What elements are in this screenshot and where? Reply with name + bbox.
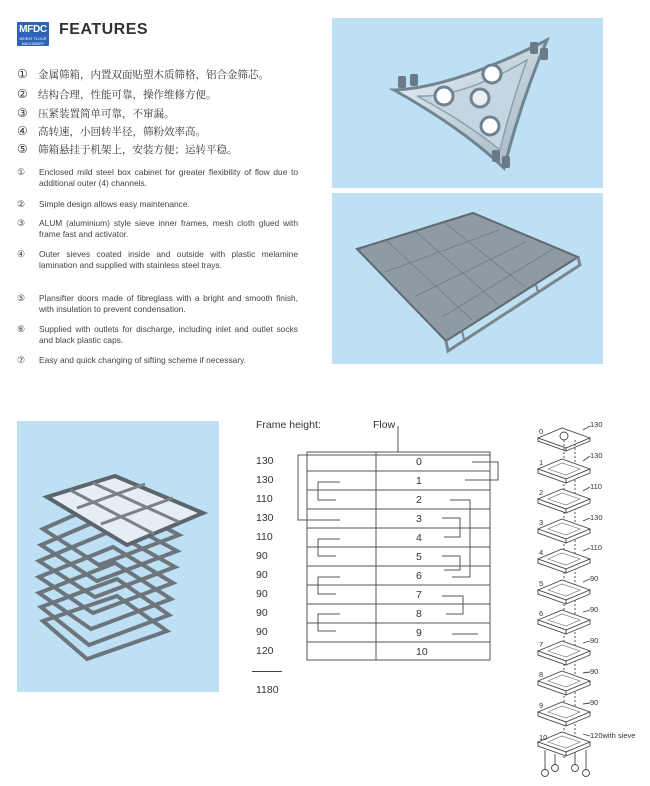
logo-sub-text: WHEAT FLOUR MACHINERY <box>19 37 47 46</box>
en-feature-6 <box>17 324 298 347</box>
frame-height-value: 120 <box>256 645 274 657</box>
cn-feature-text: 高转速，小回转半径，筛粉效率高。 <box>38 126 206 138</box>
en-feature-7 <box>17 355 298 366</box>
cn-feature-number: ⑤ <box>17 142 28 156</box>
photo-stacked-frames <box>17 421 219 692</box>
en-feature-text: Plansifter doors made of fibreglass with a bright and smooth finish, with insulation to prevent condensation. <box>39 293 298 315</box>
en-feature-5 <box>17 293 298 316</box>
stack-frame-height: 120with sieve <box>590 731 636 740</box>
stack-frame-number: 2 <box>539 488 544 497</box>
photo-triangle-cleaner <box>332 18 603 188</box>
en-feature-number: ④ <box>17 249 26 259</box>
cn-feature-number: ③ <box>17 106 28 120</box>
stack-frame-number: 1 <box>539 458 544 467</box>
stack-frame-number: 5 <box>539 579 544 588</box>
stack-frame-height: 90 <box>590 605 599 614</box>
flow-label: Flow <box>373 419 396 431</box>
stack-frame-number: 7 <box>539 640 544 649</box>
stack-frame-number: 4 <box>539 548 544 557</box>
en-feature-text: Easy and quick changing of sifting scheme if necessary. <box>39 355 247 365</box>
stack-frame-height: 110 <box>590 543 602 552</box>
en-feature-text: Supplied with outlets for discharge, including inlet and outlet socks and black plastic caps. <box>39 324 298 346</box>
frame-height-value: 90 <box>256 569 268 581</box>
cn-feature-text: 结构合理，性能可靠，操作维修方便。 <box>38 89 217 101</box>
stack-frame-height: 90 <box>590 636 599 645</box>
stack-frame-number: 9 <box>539 701 544 710</box>
cn-feature-number: ① <box>17 67 28 81</box>
sieve-level-label: 0 <box>416 456 422 468</box>
stack-frame-height: 90 <box>590 667 599 676</box>
sieve-level-label: 3 <box>416 513 422 525</box>
en-feature-text: Outer sieves coated inside and outside with plastic melamine lamination and supplied with stainless steel trays. <box>39 249 298 271</box>
sieve-level-label: 9 <box>416 627 422 639</box>
frame-height-label: Frame height: <box>256 419 321 431</box>
sieve-level-label: 8 <box>416 608 422 620</box>
frame-height-total: 1180 <box>256 684 279 696</box>
frame-height-value: 130 <box>256 455 274 467</box>
frame-height-value: 130 <box>256 512 274 524</box>
photo-sieve-tray <box>332 193 603 364</box>
page-title: FEATURES <box>59 21 149 38</box>
cn-feature-text: 金属筛箱，内置双面贴塑木质筛格，铝合金筛芯。 <box>38 69 269 81</box>
cn-feature-text: 压紧装置简单可靠，不窜漏。 <box>38 108 175 120</box>
frame-height-value: 110 <box>256 531 273 543</box>
en-feature-3 <box>17 218 298 241</box>
stack-frame-height: 130 <box>590 451 603 460</box>
en-feature-2 <box>17 199 298 210</box>
sieve-level-label: 10 <box>416 646 428 658</box>
exploded-stack-diagram <box>530 415 648 785</box>
en-feature-text: ALUM (aluminium) style sieve inner frames, mesh cloth glued with frame fast and activator. <box>39 218 298 240</box>
stack-frame-height: 110 <box>590 482 602 491</box>
cn-feature-3 <box>17 106 175 121</box>
stack-frame-number: 10 <box>539 733 548 742</box>
en-feature-number: ⑤ <box>17 293 26 303</box>
sieve-level-label: 7 <box>416 589 422 601</box>
en-feature-number: ② <box>17 199 26 209</box>
cn-feature-number: ④ <box>17 124 28 138</box>
stack-frame-number: 6 <box>539 609 544 618</box>
cn-feature-2 <box>17 87 217 102</box>
flow-diagram <box>290 420 510 670</box>
en-feature-text: Enclosed mild steel box cabinet for greater flexibility of flow due to additional outer (4) channels. <box>39 167 298 189</box>
frame-height-value: 90 <box>256 588 268 600</box>
en-feature-1 <box>17 167 298 190</box>
cn-feature-number: ② <box>17 87 28 101</box>
total-separator-line <box>252 671 282 672</box>
frame-height-value: 130 <box>256 474 274 486</box>
stack-frame-height: 130 <box>590 513 603 522</box>
stack-frame-number: 8 <box>539 670 544 679</box>
cn-feature-4 <box>17 124 206 139</box>
frame-height-value: 90 <box>256 607 268 619</box>
cn-feature-1 <box>17 67 269 82</box>
en-feature-number: ③ <box>17 218 26 228</box>
stack-frame-number: 3 <box>539 518 544 527</box>
cn-feature-text: 筛箱悬挂于机架上，安装方便；运转平稳。 <box>38 144 238 156</box>
stack-frame-number: 0 <box>539 427 544 436</box>
frame-height-value: 110 <box>256 493 273 505</box>
frame-height-value: 90 <box>256 626 268 638</box>
en-feature-number: ⑥ <box>17 324 26 334</box>
sieve-level-label: 4 <box>416 532 422 544</box>
stacked-frames-illustration <box>17 421 219 692</box>
triangle-cleaner-illustration <box>332 18 603 188</box>
sieve-level-label: 2 <box>416 494 422 506</box>
stack-frame-height: 130 <box>590 420 603 429</box>
sieve-level-label: 6 <box>416 570 422 582</box>
cn-feature-5 <box>17 142 238 157</box>
frame-height-value: 90 <box>256 550 268 562</box>
stack-frame-height: 90 <box>590 574 599 583</box>
sieve-tray-illustration <box>332 193 603 364</box>
sieve-level-label: 5 <box>416 551 422 563</box>
stack-frame-height: 90 <box>590 698 599 707</box>
company-logo <box>17 22 49 46</box>
logo-main-text: MFDC <box>19 24 47 35</box>
en-feature-number: ⑦ <box>17 355 26 365</box>
en-feature-number: ① <box>17 167 26 177</box>
en-feature-text: Simple design allows easy maintenance. <box>39 199 190 209</box>
sieve-level-label: 1 <box>416 475 422 487</box>
en-feature-4 <box>17 249 298 272</box>
